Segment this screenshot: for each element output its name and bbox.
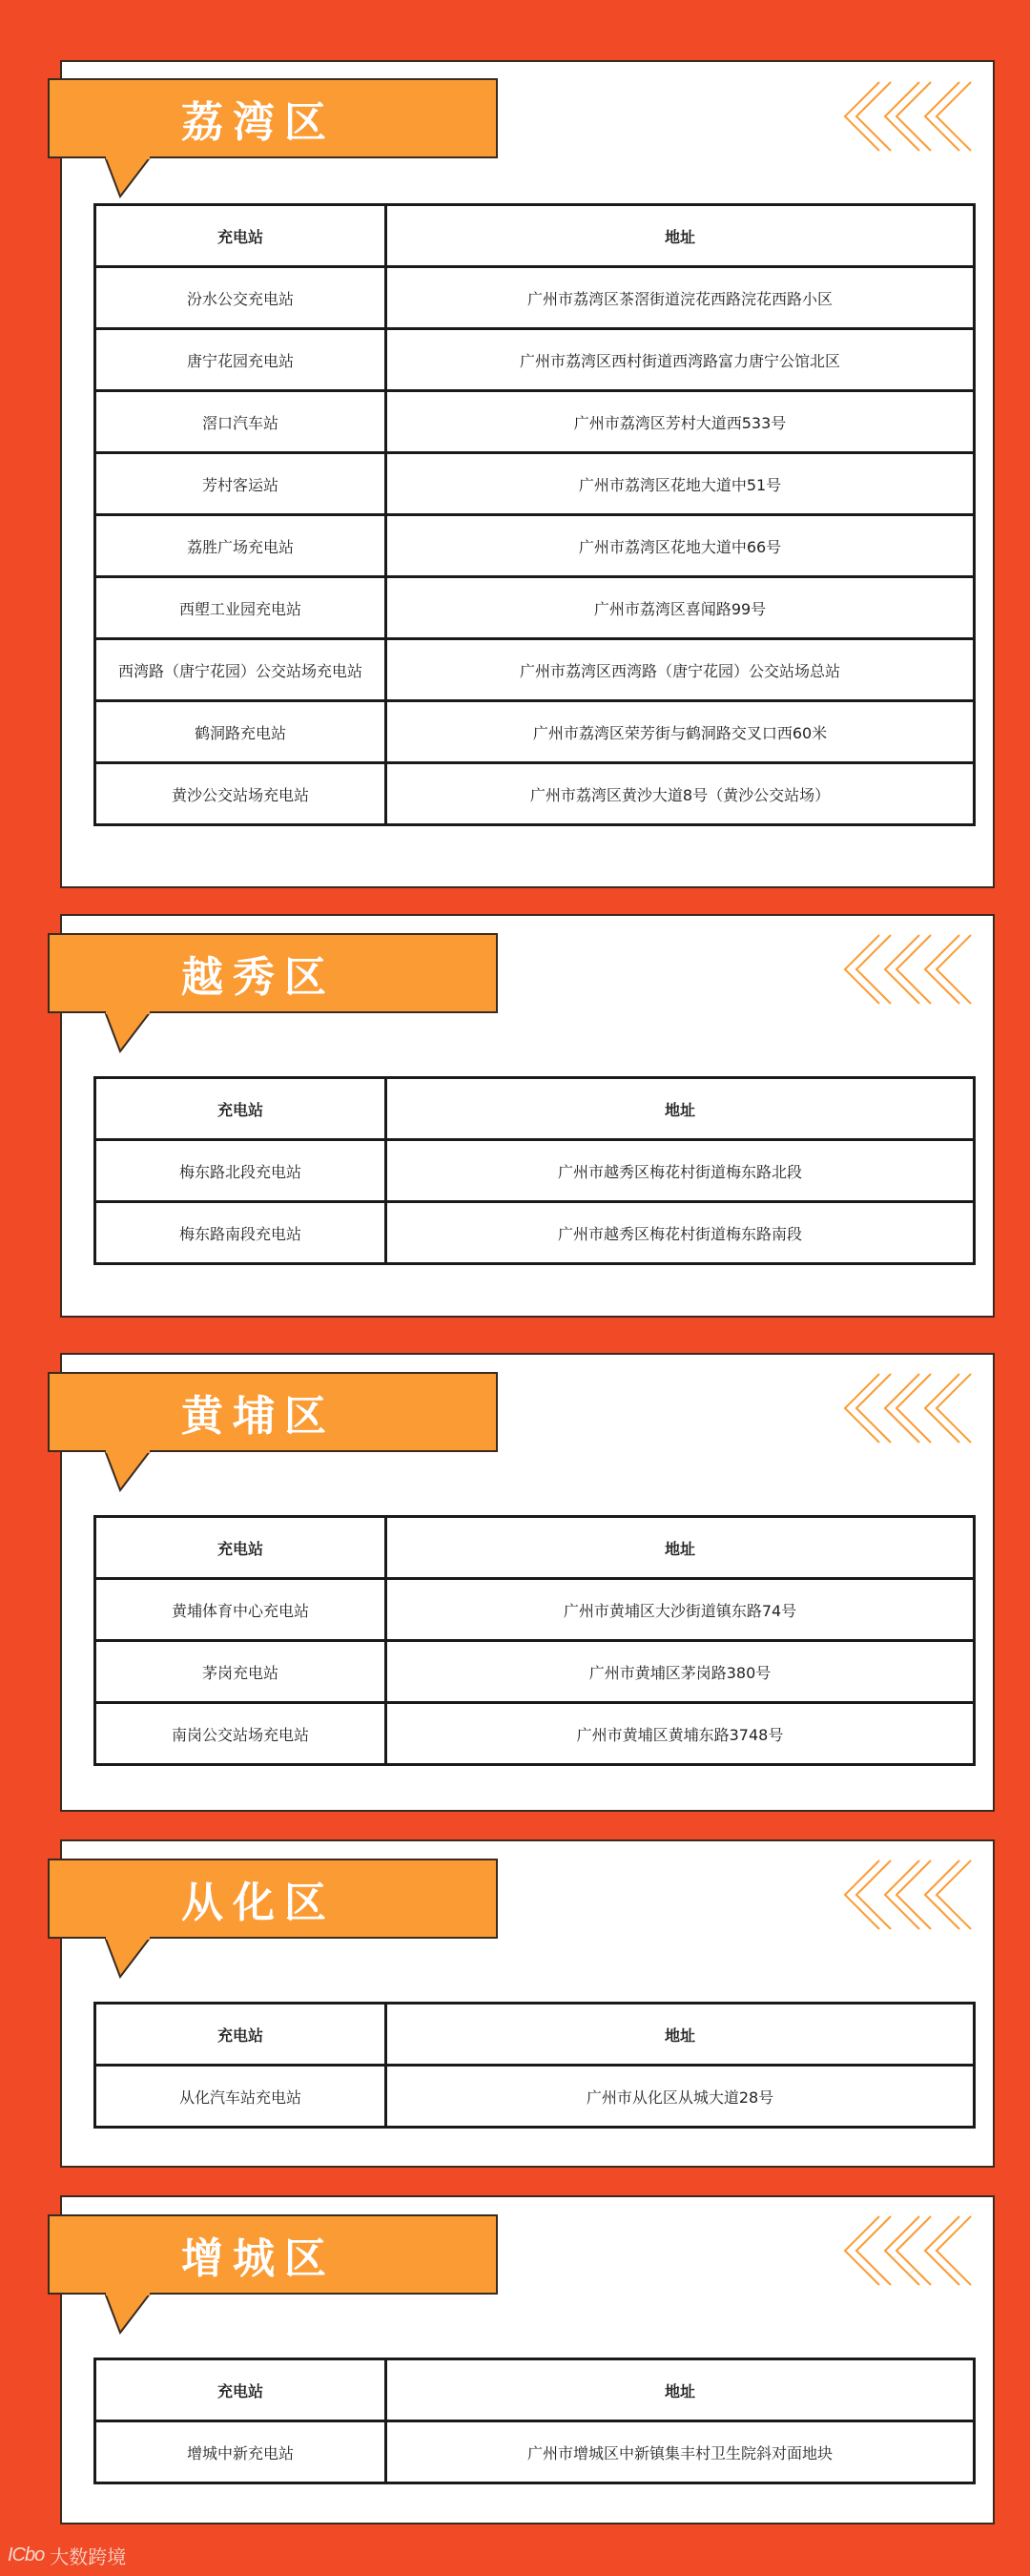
table-row bbox=[95, 1579, 975, 1641]
table-row bbox=[95, 577, 975, 639]
station-address: 广州市荔湾区茶滘街道浣花西路浣花西路小区 bbox=[386, 267, 975, 329]
table-row bbox=[95, 329, 975, 391]
banner-pointer bbox=[105, 1450, 153, 1493]
banner-pointer bbox=[105, 1011, 153, 1054]
stations-table bbox=[93, 1076, 976, 1265]
station-name: 梅东路北段充电站 bbox=[95, 1140, 386, 1202]
station-name: 从化汽车站充电站 bbox=[95, 2066, 386, 2128]
column-header-address: 地址 bbox=[386, 205, 975, 267]
stations-table bbox=[93, 203, 976, 826]
stations-table bbox=[93, 1515, 976, 1766]
brand-watermark bbox=[8, 2542, 126, 2569]
table-header-row bbox=[95, 205, 975, 267]
column-header-station: 充电站 bbox=[95, 1517, 386, 1579]
chevron-decoration-icon bbox=[841, 1370, 975, 1446]
station-name: 西塱工业园充电站 bbox=[95, 577, 386, 639]
chevron-decoration-icon bbox=[841, 931, 975, 1008]
column-header-station: 充电站 bbox=[95, 1078, 386, 1140]
station-name: 荔胜广场充电站 bbox=[95, 515, 386, 577]
table-row bbox=[95, 515, 975, 577]
station-address: 广州市越秀区梅花村街道梅东路北段 bbox=[386, 1140, 975, 1202]
station-address: 广州市增城区中新镇集丰村卫生院斜对面地块 bbox=[386, 2421, 975, 2483]
station-name: 增城中新充电站 bbox=[95, 2421, 386, 2483]
table-row bbox=[95, 1641, 975, 1703]
station-address: 广州市荔湾区黄沙大道8号（黄沙公交站场） bbox=[386, 763, 975, 825]
district-title: 增城区 bbox=[181, 2234, 336, 2283]
table-row bbox=[95, 701, 975, 763]
district-title: 黄埔区 bbox=[181, 1392, 336, 1441]
chevron-decoration-icon bbox=[841, 78, 975, 155]
station-name: 唐宁花园充电站 bbox=[95, 329, 386, 391]
district-banner bbox=[48, 933, 498, 1013]
district-banner bbox=[48, 1372, 498, 1452]
chevron-decoration-icon bbox=[841, 1857, 975, 1933]
table-row bbox=[95, 639, 975, 701]
brand-name: 大数跨境 bbox=[50, 2545, 127, 2568]
station-name: 芳村客运站 bbox=[95, 453, 386, 515]
station-address: 广州市荔湾区喜闻路99号 bbox=[386, 577, 975, 639]
station-name: 梅东路南段充电站 bbox=[95, 1202, 386, 1264]
district-banner bbox=[48, 1859, 498, 1939]
chevron-decoration-icon bbox=[841, 2212, 975, 2289]
station-address: 广州市荔湾区花地大道中51号 bbox=[386, 453, 975, 515]
column-header-address: 地址 bbox=[386, 1517, 975, 1579]
table-header-row bbox=[95, 2004, 975, 2066]
district-title: 从化区 bbox=[181, 1879, 336, 1927]
station-address: 广州市荔湾区芳村大道西533号 bbox=[386, 391, 975, 453]
station-name: 鹤洞路充电站 bbox=[95, 701, 386, 763]
station-address: 广州市黄埔区茅岗路380号 bbox=[386, 1641, 975, 1703]
column-header-address: 地址 bbox=[386, 2359, 975, 2421]
station-address: 广州市荔湾区花地大道中66号 bbox=[386, 515, 975, 577]
station-address: 广州市越秀区梅花村街道梅东路南段 bbox=[386, 1202, 975, 1264]
stations-table bbox=[93, 2358, 976, 2484]
station-name: 黄沙公交站场充电站 bbox=[95, 763, 386, 825]
station-name: 茅岗充电站 bbox=[95, 1641, 386, 1703]
district-banner bbox=[48, 78, 498, 158]
brand-logo: ICbo bbox=[8, 2545, 45, 2566]
station-name: 南岗公交站场充电站 bbox=[95, 1703, 386, 1765]
station-address: 广州市黄埔区黄埔东路3748号 bbox=[386, 1703, 975, 1765]
station-name: 黄埔体育中心充电站 bbox=[95, 1579, 386, 1641]
table-row bbox=[95, 2421, 975, 2483]
table-row bbox=[95, 2066, 975, 2128]
station-address: 广州市黄埔区大沙街道镇东路74号 bbox=[386, 1579, 975, 1641]
column-header-address: 地址 bbox=[386, 2004, 975, 2066]
table-row bbox=[95, 1703, 975, 1765]
station-name: 西湾路（唐宁花园）公交站场充电站 bbox=[95, 639, 386, 701]
banner-pointer bbox=[105, 2293, 153, 2336]
table-row bbox=[95, 391, 975, 453]
table-row bbox=[95, 453, 975, 515]
table-row bbox=[95, 763, 975, 825]
station-address: 广州市从化区从城大道28号 bbox=[386, 2066, 975, 2128]
station-address: 广州市荔湾区西村街道西湾路富力唐宁公馆北区 bbox=[386, 329, 975, 391]
banner-pointer bbox=[105, 156, 153, 199]
district-banner bbox=[48, 2214, 498, 2295]
table-row bbox=[95, 1202, 975, 1264]
district-title: 荔湾区 bbox=[181, 98, 336, 147]
table-header-row bbox=[95, 2359, 975, 2421]
table-row bbox=[95, 267, 975, 329]
stations-table bbox=[93, 2002, 976, 2129]
station-address: 广州市荔湾区荣芳街与鹤洞路交叉口西60米 bbox=[386, 701, 975, 763]
table-header-row bbox=[95, 1078, 975, 1140]
table-header-row bbox=[95, 1517, 975, 1579]
table-row bbox=[95, 1140, 975, 1202]
district-title: 越秀区 bbox=[181, 953, 336, 1002]
station-name: 汾水公交充电站 bbox=[95, 267, 386, 329]
column-header-address: 地址 bbox=[386, 1078, 975, 1140]
column-header-station: 充电站 bbox=[95, 2359, 386, 2421]
station-name: 滘口汽车站 bbox=[95, 391, 386, 453]
banner-pointer bbox=[105, 1937, 153, 1980]
column-header-station: 充电站 bbox=[95, 2004, 386, 2066]
column-header-station: 充电站 bbox=[95, 205, 386, 267]
station-address: 广州市荔湾区西湾路（唐宁花园）公交站场总站 bbox=[386, 639, 975, 701]
